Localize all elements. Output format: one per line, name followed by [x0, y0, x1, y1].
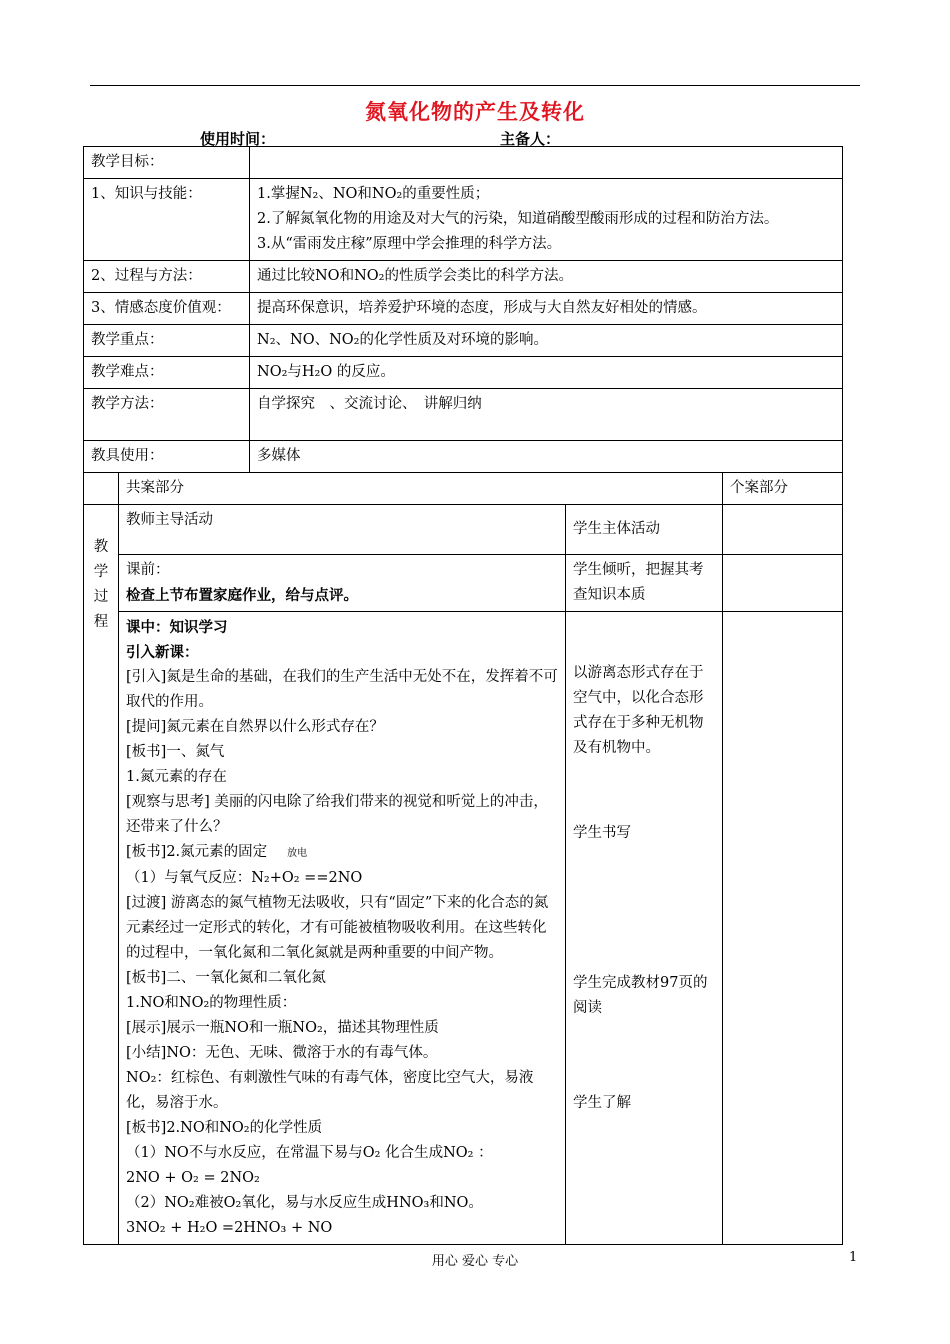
difficulty-label: 教学难点： [84, 357, 250, 389]
attitude-value: 提高环保意识，培养爱护环境的态度，形成与大自然友好相处的情感。 [250, 293, 843, 325]
in-class-line: [板书]一、氮气 [126, 744, 225, 760]
tools-label: 教具使用： [84, 441, 250, 473]
preparer-label: 主备人： [500, 130, 561, 148]
in-class-line: [板书]二、一氧化氮和二氧化氮 [126, 970, 326, 986]
method-value: 自学探究 、交流讨论、 讲解归纳 [250, 389, 843, 441]
in-class-line: [过渡] 游离态的氮气植物无法吸收，只有“固定”下来的化合态的氮元素经过一定形式的转化，才有可能被植物吸收利用。在这些转化的过程中，一氧化氮和二氧化氮就是两种重要的中间产物。 [126, 895, 549, 961]
knowledge-item: 1.掌握N₂、NO和NO₂的重要性质； [257, 186, 490, 202]
teaching-process-side-label: 教 学 过 程 [84, 505, 119, 1245]
in-class-line: 2NO + O₂ = 2NO₂ [126, 1170, 260, 1186]
discharge-note: 放电 [287, 848, 308, 859]
pre-class-label: 课前： [126, 562, 170, 578]
attitude-label: 3、情感态度价值观： [84, 293, 250, 325]
in-class-line: （1）NO不与水反应，在常温下易与O₂ 化合生成NO₂ ： [126, 1145, 493, 1161]
student-note: 以游离态形式存在于空气中，以化合态形式存在于多种无机物及有机物中。 [573, 665, 704, 756]
knowledge-cell [250, 179, 843, 261]
pre-class-cell [119, 555, 566, 612]
pre-class-student: 学生倾听，把握其考查知识本质 [566, 555, 723, 612]
in-class-line: [观察与思考] 美丽的闪电除了给我们带来的视觉和听觉上的冲击，还带来了什么？ [126, 794, 548, 835]
process-label: 2、过程与方法： [84, 261, 250, 293]
teacher-activity-header: 教师主导活动 [119, 505, 566, 555]
tools-value: 多媒体 [250, 441, 843, 473]
in-class-student-cell [566, 612, 723, 1245]
objectives-label: 教学目标： [84, 147, 250, 179]
method-label: 教学方法： [84, 389, 250, 441]
in-class-line: [小结]NO：无色、无味、微溶于水的有毒气体。 [126, 1045, 438, 1061]
lesson-plan-table [83, 146, 843, 1245]
student-activity-header: 学生主体活动 [566, 505, 723, 555]
knowledge-item: 2.了解氮氧化物的用途及对大气的污染，知道硝酸型酸雨形成的过程和防治方法。 [257, 211, 779, 227]
in-class-cell [119, 612, 566, 1245]
in-class-line: 课中：知识学习 [126, 619, 228, 636]
process-value: 通过比较NO和NO₂的性质学会类比的科学方法。 [250, 261, 843, 293]
difficulty-value: NO₂与H₂O 的反应。 [250, 357, 843, 389]
in-class-line: 1.氮元素的存在 [126, 769, 227, 785]
in-class-line: （1）与氧气反应：N₂+O₂ ==2NO [126, 870, 363, 886]
pre-class-content: 检查上节布置家庭作业，给与点评。 [126, 587, 358, 604]
in-class-line: [提问]氮元素在自然界以什么形式存在？ [126, 719, 384, 735]
student-note: 学生完成教材97页的阅读 [573, 975, 708, 1016]
use-time-label: 使用时间： [200, 130, 276, 148]
knowledge-item: 3.从“雷雨发庄稼”原理中学会推理的科学方法。 [257, 236, 562, 252]
in-class-line: NO₂：红棕色、有刺激性气味的有毒气体，密度比空气大，易液化，易溶于水。 [126, 1070, 534, 1111]
individual-section-label: 个案部分 [723, 473, 843, 505]
in-class-line: [引入]氮是生命的基础，在我们的生产生活中无处不在，发挥着不可取代的作用。 [126, 669, 558, 710]
focus-label: 教学重点： [84, 325, 250, 357]
knowledge-label: 1、知识与技能： [84, 179, 250, 261]
footer-text: 用心 爱心 专心 [431, 1254, 519, 1269]
page-number: 1 [849, 1250, 858, 1265]
in-class-line: [板书]2.NO和NO₂的化学性质 [126, 1120, 323, 1136]
in-class-line: [板书]2.氮元素的固定 [126, 844, 268, 860]
shared-section-label: 共案部分 [119, 473, 723, 505]
in-class-line: 3NO₂ + H₂O =2HNO₃ + NO [126, 1220, 333, 1236]
document-title: 氮氧化物的产生及转化 [365, 100, 585, 124]
in-class-line: （2）NO₂难被O₂氧化，易与水反应生成HNO₃和NO。 [126, 1195, 483, 1211]
student-note: 学生书写 [573, 825, 631, 841]
focus-value: N₂、NO、NO₂的化学性质及对环境的影响。 [250, 325, 843, 357]
in-class-line: 引入新课： [126, 644, 199, 661]
student-note: 学生了解 [573, 1095, 631, 1111]
in-class-line: 1.NO和NO₂的物理性质： [126, 995, 297, 1011]
in-class-line: [展示]展示一瓶NO和一瓶NO₂，描述其物理性质 [126, 1020, 439, 1036]
header-rule [90, 85, 860, 86]
